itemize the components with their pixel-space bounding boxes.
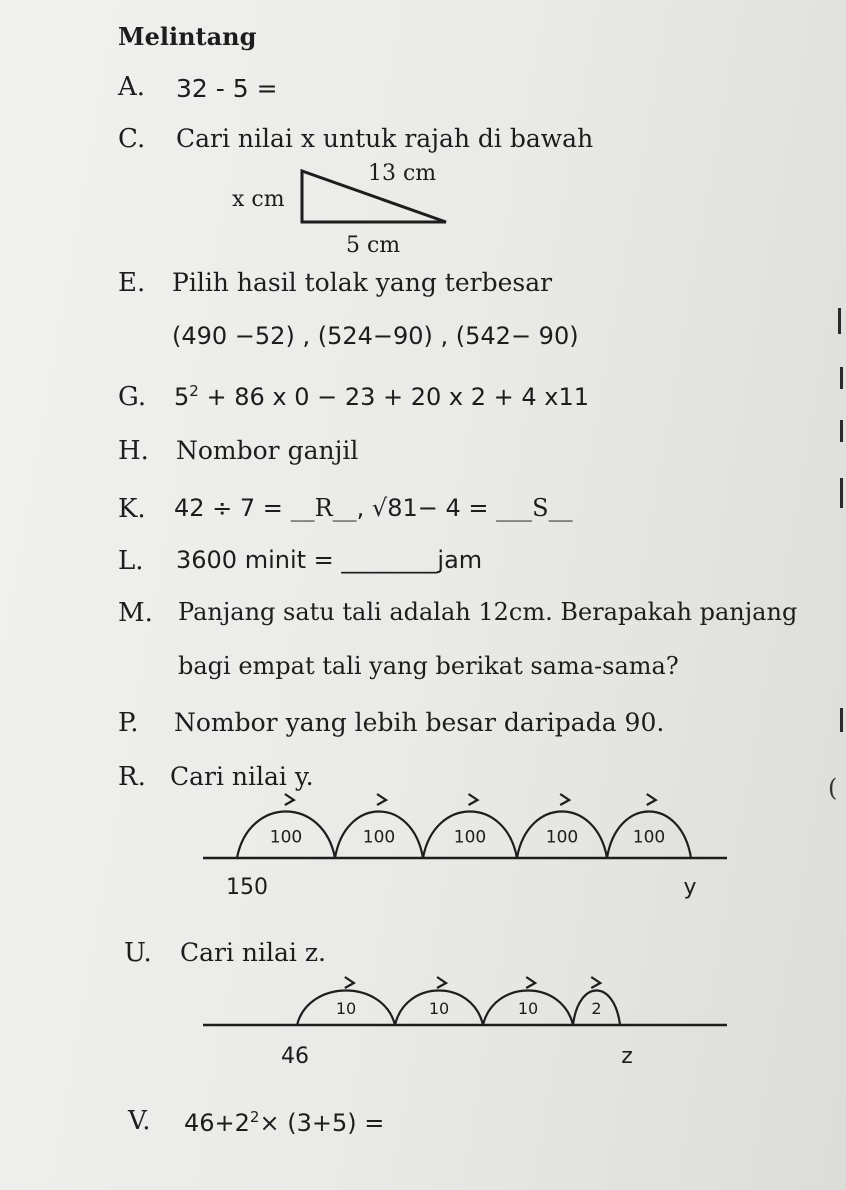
v-left: 46+2 <box>184 1109 250 1137</box>
question-l-label: L. <box>118 546 144 576</box>
jump-label: 100 <box>632 827 666 848</box>
question-a-label: A. <box>118 72 146 102</box>
question-k-expression <box>174 494 573 522</box>
jump-label: 2 <box>591 998 602 1018</box>
g-base: 5 <box>174 383 190 411</box>
number-line-r <box>195 790 735 910</box>
hypotenuse-label: 13 cm <box>368 161 437 186</box>
triangle-figure <box>220 150 480 265</box>
v-exponent: 2 <box>249 1108 260 1126</box>
jump-arrow <box>285 794 294 805</box>
jump-label: 100 <box>362 827 396 848</box>
jump-arrow <box>560 794 569 805</box>
page-edge-mark <box>840 478 843 508</box>
v-right: × (3+5) = <box>259 1109 385 1137</box>
question-p-label: P. <box>118 708 139 738</box>
jump-arrow <box>345 977 354 988</box>
question-c-text: Cari nilai x untuk rajah di bawah <box>176 124 594 153</box>
number-line-start: 150 <box>226 875 268 900</box>
jump-arrow <box>437 977 446 988</box>
jump-label: 10 <box>517 998 539 1018</box>
jump-label: 10 <box>335 998 357 1018</box>
l-left: 3600 minit = <box>176 546 334 574</box>
question-e-label: E. <box>118 268 146 298</box>
question-k-label: K. <box>118 494 146 524</box>
jump-arrow <box>647 794 656 805</box>
question-g-expression <box>174 382 589 411</box>
jump-arrow <box>526 977 535 988</box>
l-blank: ________ <box>341 546 438 574</box>
number-line-start: 46 <box>281 1044 309 1069</box>
question-e-text: Pilih hasil tolak yang terbesar <box>172 268 553 297</box>
question-m-label: M. <box>118 598 153 628</box>
height-label: x cm <box>232 187 285 212</box>
question-m-line1: Panjang satu tali adalah 12cm. Berapakah panjang <box>178 598 798 626</box>
question-u-label: U. <box>124 938 152 968</box>
question-v-expression <box>184 1108 384 1137</box>
question-r-label: R. <box>118 762 146 792</box>
question-p-text: Nombor yang lebih besar daripada 90. <box>174 708 665 737</box>
jump-arrow <box>591 977 600 988</box>
page-edge-mark <box>840 367 843 389</box>
question-v-label: V. <box>128 1106 151 1136</box>
number-line-end: y <box>683 875 697 900</box>
jump-label: 100 <box>545 827 579 848</box>
l-unit: jam <box>437 546 483 574</box>
jump-arrow <box>469 794 478 805</box>
page-edge-mark <box>838 308 841 334</box>
number-line-u <box>195 975 735 1085</box>
question-m-line2: bagi empat tali yang berikat sama-sama? <box>178 652 679 680</box>
question-h-label: H. <box>118 436 149 466</box>
question-g-label: G. <box>118 382 147 412</box>
question-c-label: C. <box>118 124 146 154</box>
page-title: Melintang <box>118 22 257 51</box>
k-part2: √81− 4 = <box>371 494 489 522</box>
g-exponent: 2 <box>189 382 199 400</box>
k-separator: , <box>356 494 365 522</box>
jump-label: 100 <box>269 827 303 848</box>
k-blank-s: ___S__ <box>496 494 573 522</box>
margin-paren-mark: ( <box>828 774 838 802</box>
question-l-expression <box>176 546 482 574</box>
g-rest: + 86 x 0 − 23 + 20 x 2 + 4 x11 <box>206 383 590 411</box>
page-edge-mark <box>840 420 843 442</box>
jump-label: 100 <box>453 827 487 848</box>
jump-arrow <box>377 794 386 805</box>
question-a-text: 32 - 5 = <box>176 74 278 103</box>
k-blank-r: __R__ <box>290 494 357 522</box>
question-r-text: Cari nilai y. <box>170 762 314 791</box>
number-line-end: z <box>621 1044 633 1069</box>
question-u-text: Cari nilai z. <box>180 938 326 967</box>
question-e-expression: (490 −52) , (524−90) , (542− 90) <box>172 322 579 350</box>
page-edge-mark <box>840 708 843 732</box>
k-part1: 42 ÷ 7 = <box>174 494 283 522</box>
jump-label: 10 <box>428 998 450 1018</box>
base-label: 5 cm <box>346 233 401 258</box>
question-h-text: Nombor ganjil <box>176 436 359 465</box>
